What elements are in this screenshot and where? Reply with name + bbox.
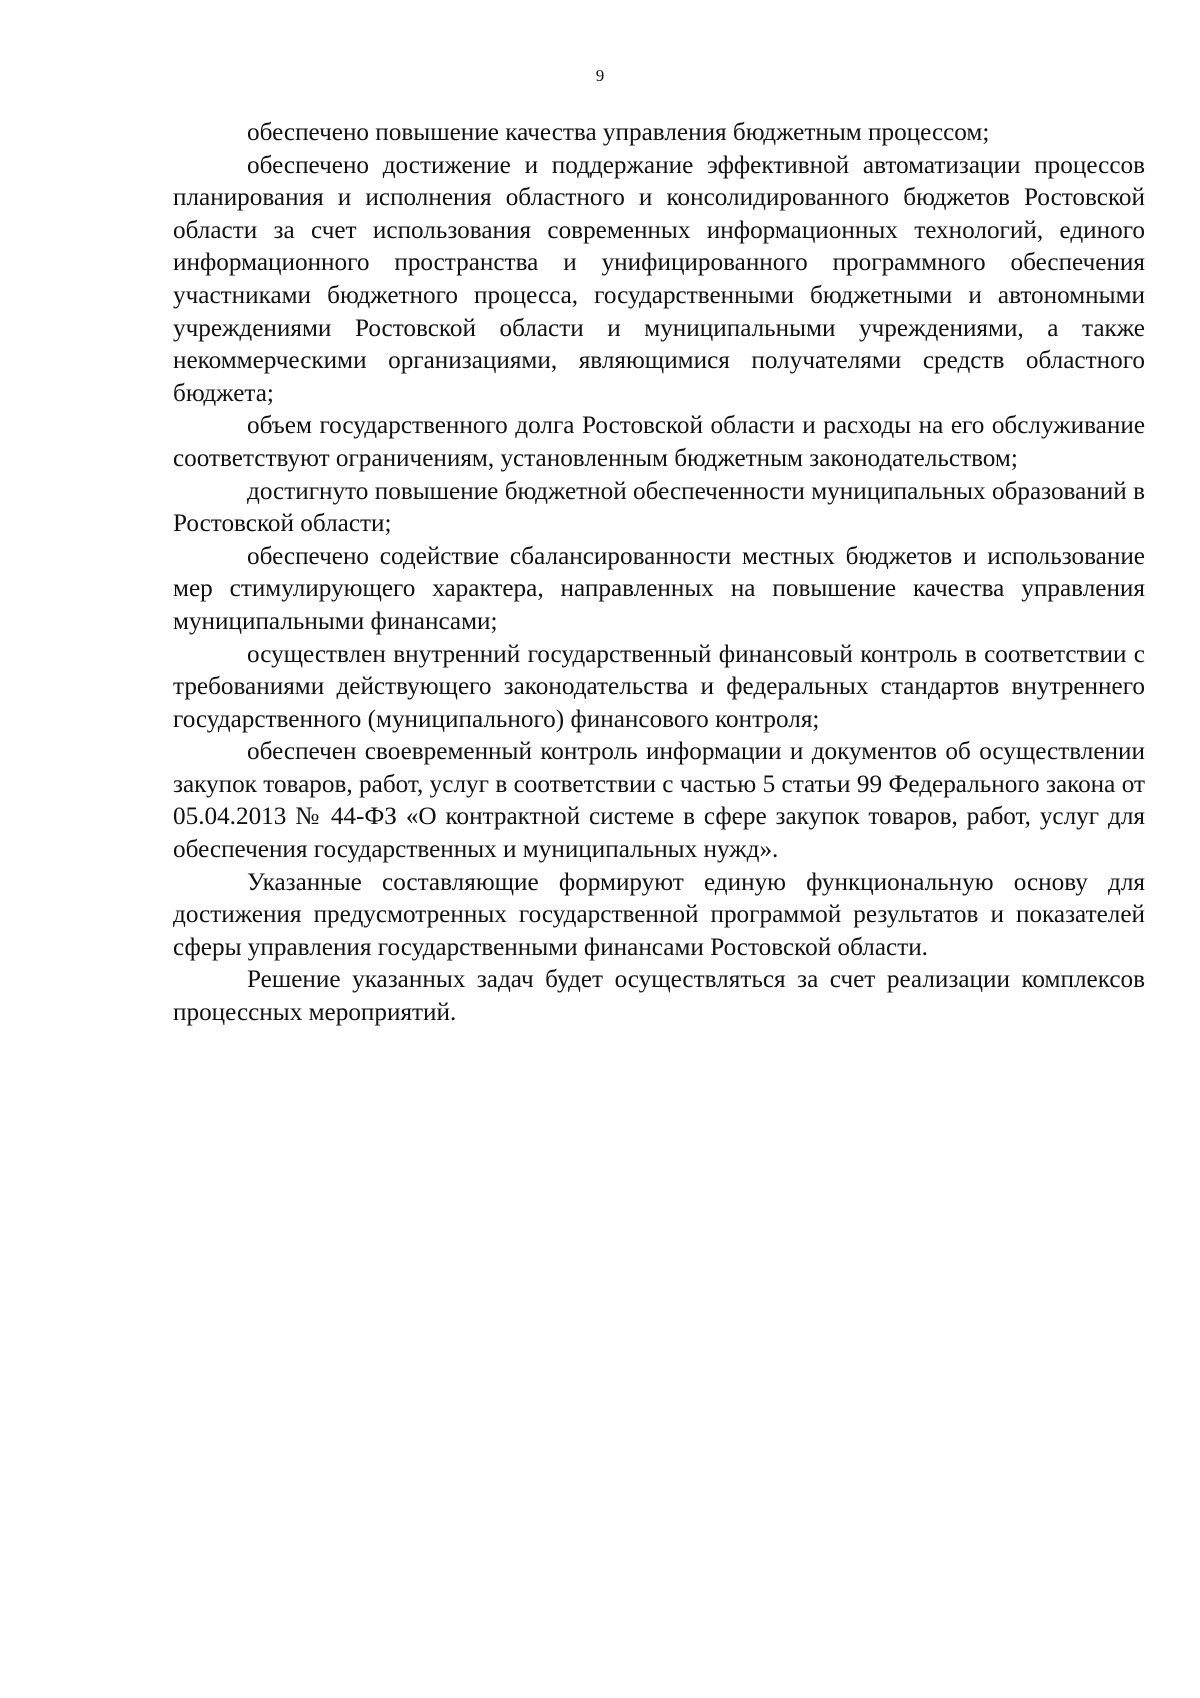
paragraph-internal-control: осуществлен внутренний государственный финансовый контроль в соответствии с требованиями действующего законодательства и федеральных стандартов внутреннего государственного (муниципального) финансового контроля;	[173, 640, 1145, 733]
page-number: 9	[595, 66, 605, 85]
document-body	[173, 117, 1145, 1030]
paragraph-components-summary: Указанные составляющие формируют единую функциональную основу для достижения предусмотренных государственной программой результатов и показателей сферы управления государственными финансами Ростовской области.	[173, 868, 1145, 961]
paragraph-public-debt: объем государственного долга Ростовской области и расходы на его обслуживание соответствуют ограничениям, установленным бюджетным законодательством;	[173, 412, 1145, 472]
paragraph-budget-process-quality: обеспечено повышение качества управления бюджетным процессом;	[247, 119, 990, 146]
paragraph-automation: обеспечено достижение и поддержание эффективной автоматизации процессов планирования и исполнения областного и консолидированного бюджетов Ростовской области за счет использования современных информационных технологий, единого информационного пространства и унифицированного программного обеспечения участниками бюджетного процесса, государственными бюджетными и автономными учреждениями Ростовской области и муниципальными учреждениями, а также некоммерческими организациями, являющимися получателями средств областного бюджета;	[173, 151, 1145, 407]
paragraph-budget-sufficiency: достигнуто повышение бюджетной обеспеченности муниципальных образований в Ростовской области;	[173, 477, 1145, 538]
paragraph-tasks-solution: Решение указанных задач будет осуществляться за счет реализации комплексов процессных мероприятий.	[173, 966, 1145, 1027]
paragraph-procurement-control: обеспечен своевременный контроль информации и документов об осуществлении закупок товаров, работ, услуг в соответствии с частью 5 статьи 99 Федерального закона от 05.04.2013 № 44-ФЗ «О контрактной системе в сфере закупок товаров, работ, услуг для обеспечения государственных и муниципальных нужд».	[173, 738, 1145, 864]
paragraph-local-budgets-balance: обеспечено содействие сбалансированности местных бюджетов и использование мер стимулирующего характера, направленных на повышение качества управления муниципальными финансами;	[173, 542, 1145, 635]
